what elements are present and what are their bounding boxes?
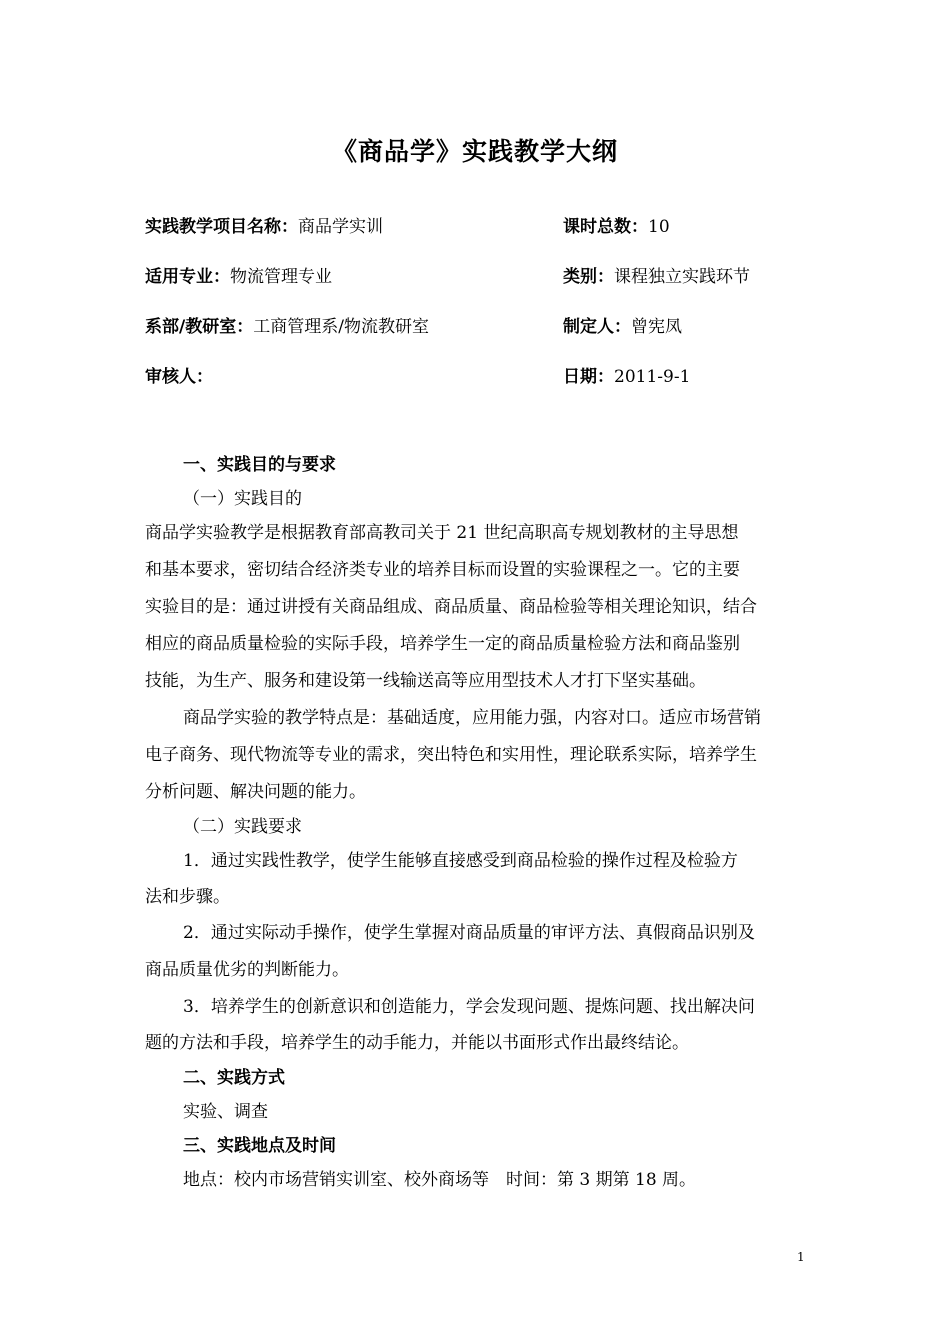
project-value: 商品学实训: [298, 217, 383, 237]
requirement-1-cont: 法和步骤。: [145, 887, 230, 907]
p1-line: 技能，为生产、服务和建设第一线输送高等应用型技术人才打下坚实基础。: [145, 671, 706, 691]
meta-row-2: [145, 262, 825, 292]
page-number: 1: [797, 1250, 805, 1264]
section-1-sub-2: （二）实践要求: [183, 817, 302, 837]
meta-author: [563, 312, 682, 337]
author-label: 制定人：: [563, 317, 631, 337]
category-label: 类别：: [563, 267, 614, 287]
meta-dept: [145, 312, 429, 337]
meta-hours: [563, 212, 670, 237]
section-1-sub-1: （一）实践目的: [183, 489, 302, 509]
requirement-3-cont: 题的方法和手段，培养学生的动手能力，并能以书面形式作出最终结论。: [145, 1033, 689, 1053]
meta-project: [145, 212, 383, 237]
section-2-body: 实验、调查: [183, 1102, 268, 1122]
requirement-1: 1．通过实践性教学，使学生能够直接感受到商品检验的操作过程及检验方: [183, 851, 738, 871]
meta-major: [145, 262, 332, 287]
date-value: 2011-9-1: [614, 367, 691, 387]
dept-label: 系部/教研室：: [145, 317, 254, 337]
document-title: 《商品学》实践教学大纲: [331, 137, 618, 166]
category-value: 课程独立实践环节: [614, 267, 750, 287]
meta-row-1: [145, 212, 825, 242]
p1-line: 实验目的是：通过讲授有关商品组成、商品质量、商品检验等相关理论知识，结合: [145, 597, 757, 617]
requirement-2: 2．通过实际动手操作，使学生掌握对商品质量的审评方法、真假商品识别及: [183, 923, 755, 943]
project-label: 实践教学项目名称：: [145, 217, 298, 237]
dept-value: 工商管理系/物流教研室: [253, 317, 429, 337]
major-value: 物流管理专业: [230, 267, 332, 287]
meta-row-3: [145, 312, 825, 342]
section-1-heading: 一、实践目的与要求: [183, 455, 336, 475]
meta-row-4: [145, 362, 825, 392]
p1-line: 商品学实验教学是根据教育部高教司关于 21 世纪高职高专规划教材的主导思想: [145, 523, 739, 543]
requirement-3: 3．培养学生的创新意识和创造能力，学会发现问题、提炼问题、找出解决问: [183, 997, 755, 1017]
p2-line: 商品学实验的教学特点是：基础适度，应用能力强，内容对口。适应市场营销: [183, 708, 761, 728]
author-value: 曾宪凤: [631, 317, 682, 337]
meta-category: [563, 262, 750, 287]
p2-line: 电子商务、现代物流等专业的需求，突出特色和实用性，理论联系实际，培养学生: [145, 745, 757, 765]
hours-value: 10: [648, 217, 670, 237]
p1-line: 相应的商品质量检验的实际手段，培养学生一定的商品质量检验方法和商品鉴别: [145, 634, 740, 654]
p1-line: 和基本要求，密切结合经济类专业的培养目标而设置的实验课程之一。它的主要: [145, 560, 740, 580]
meta-reviewer: [145, 362, 213, 387]
reviewer-label: 审核人：: [145, 367, 213, 387]
date-label: 日期：: [563, 367, 614, 387]
section-2-heading: 二、实践方式: [183, 1068, 285, 1088]
p2-line: 分析问题、解决问题的能力。: [145, 782, 366, 802]
major-label: 适用专业：: [145, 267, 230, 287]
hours-label: 课时总数：: [563, 217, 648, 237]
meta-date: [563, 362, 690, 387]
section-3-heading: 三、实践地点及时间: [183, 1136, 336, 1156]
requirement-2-cont: 商品质量优劣的判断能力。: [145, 960, 349, 980]
section-3-body: 地点：校内市场营销实训室、校外商场等 时间：第 3 期第 18 周。: [183, 1170, 697, 1190]
